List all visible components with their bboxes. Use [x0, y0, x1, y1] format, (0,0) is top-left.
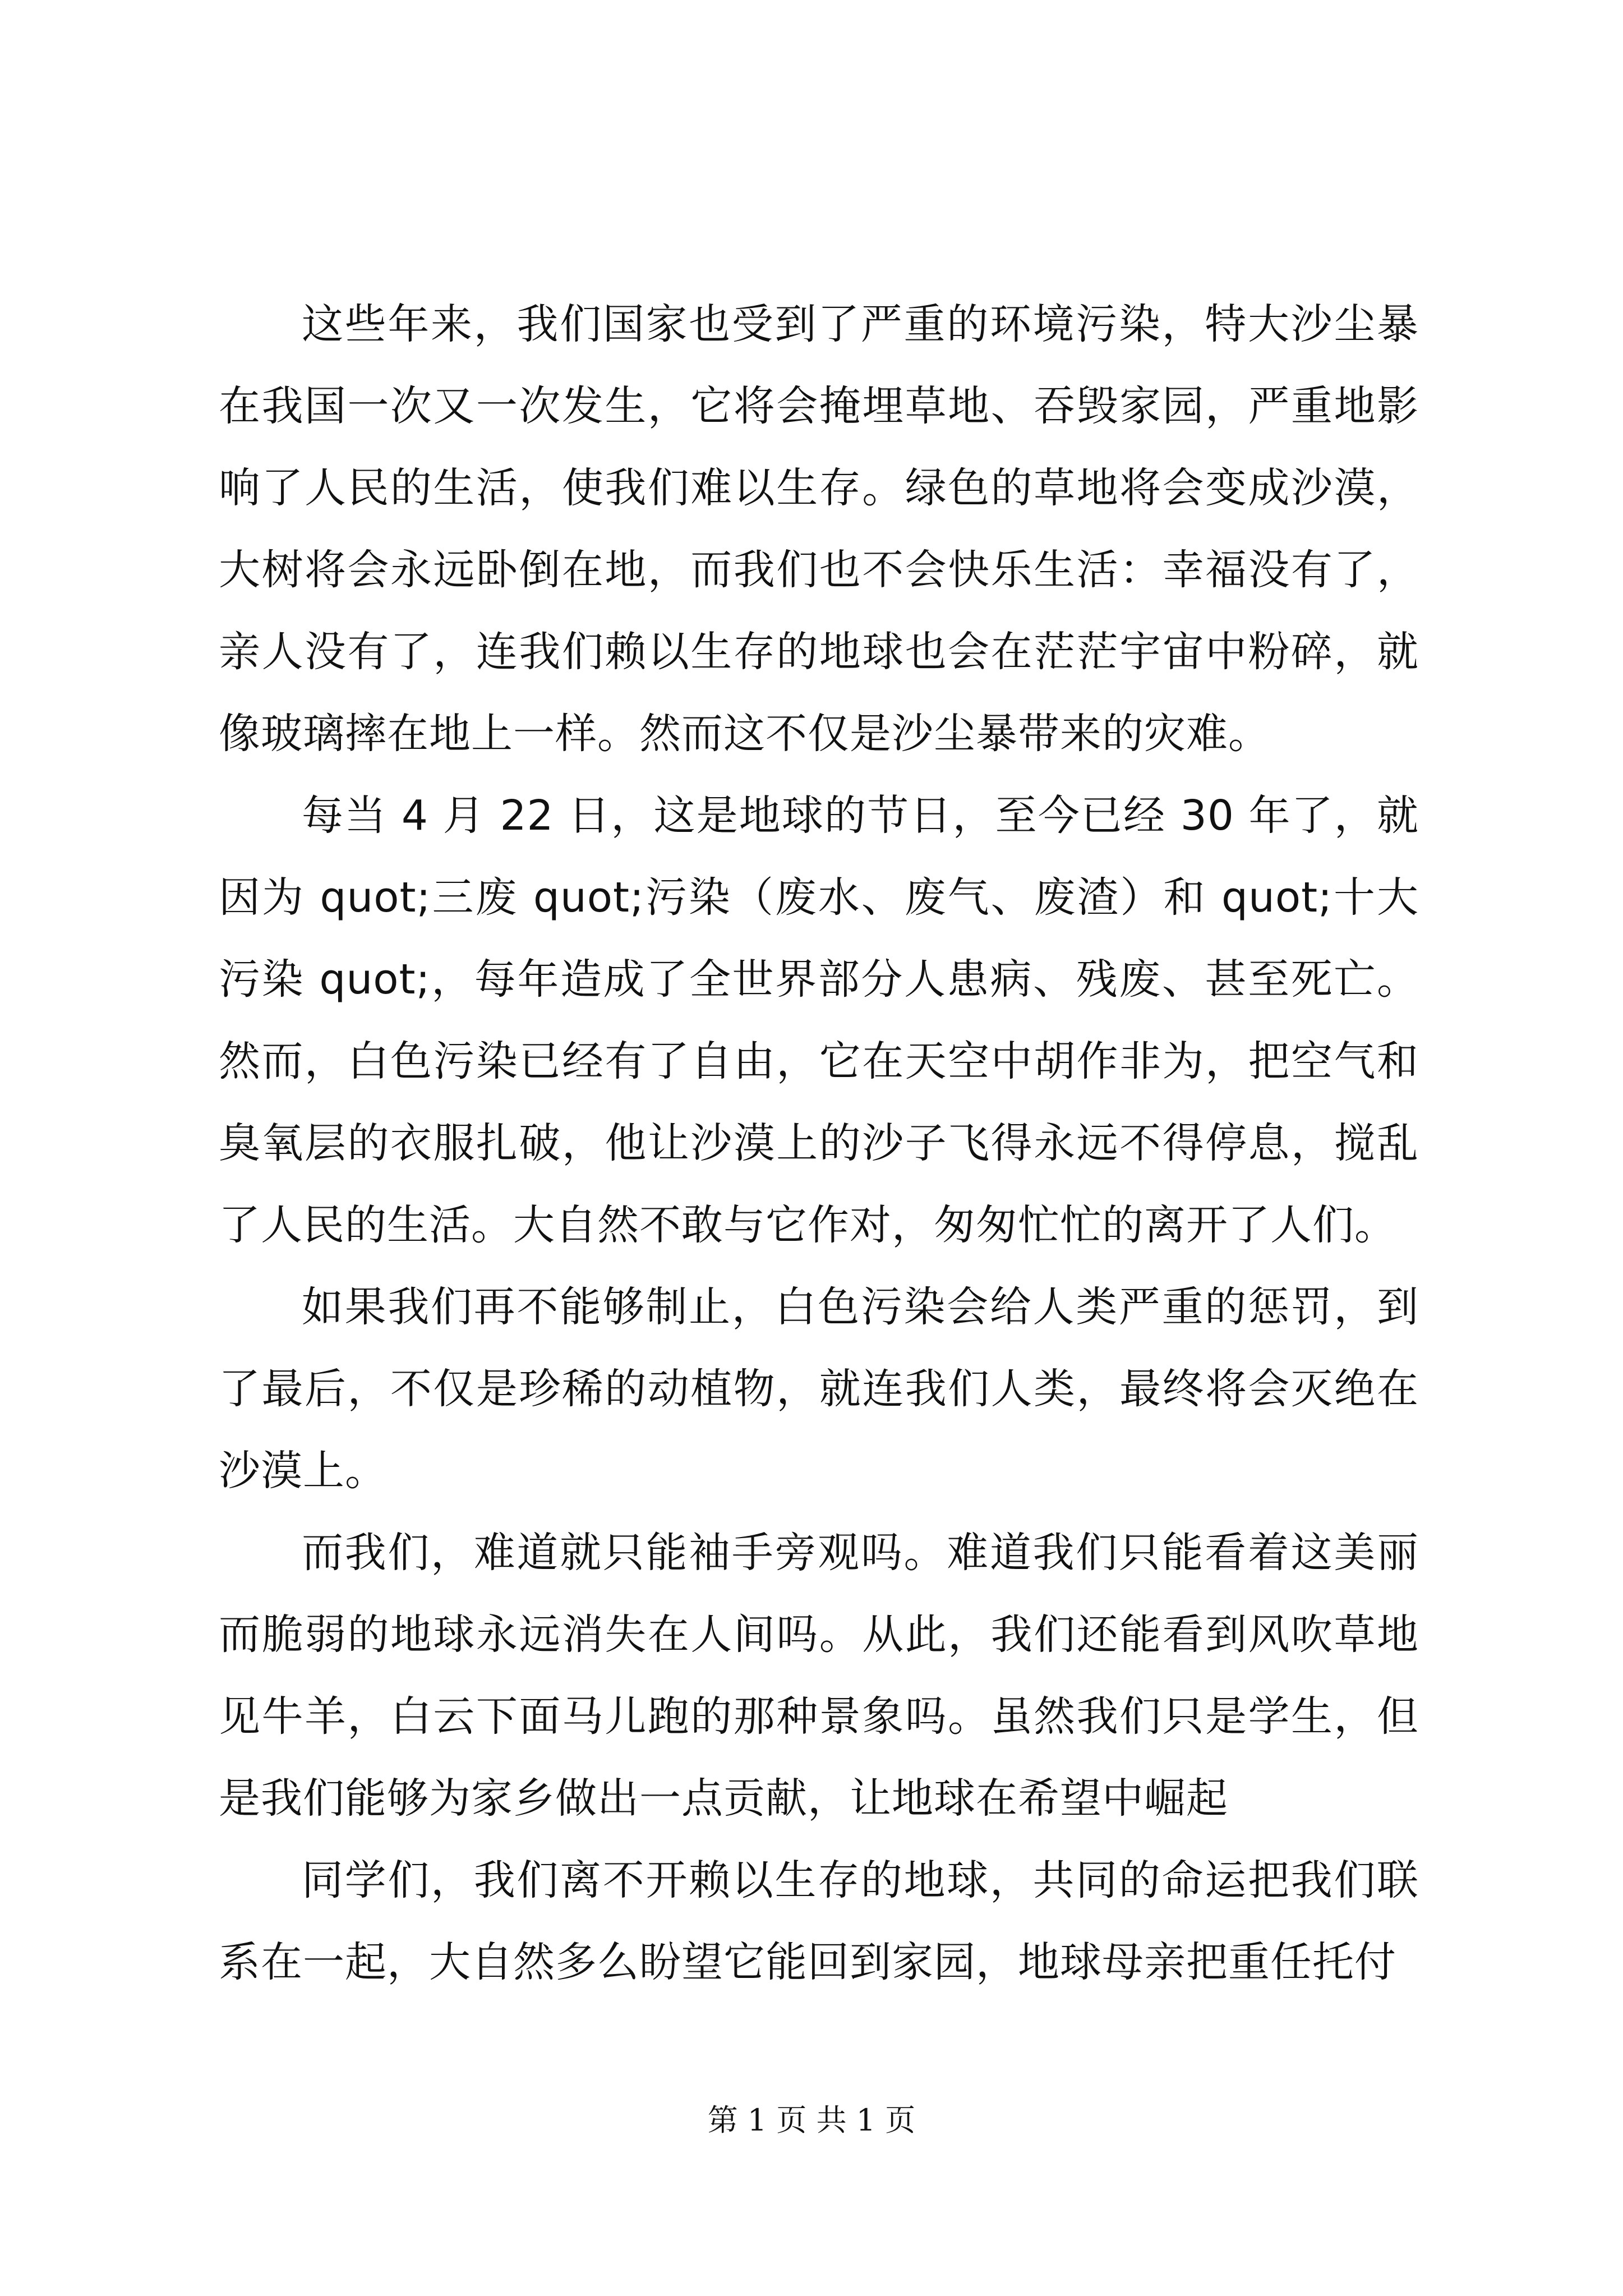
paragraph-3: 如果我们再不能够制止，白色污染会给人类严重的惩罚，到了最后，不仅是珍稀的动植物，就连我们人类，最终将会灭绝在沙漠上。	[219, 1283, 1419, 1495]
paragraph-4: 而我们，难道就只能袖手旁观吗。难道我们只能看着这美丽而脆弱的地球永远消失在人间吗。从此，我们还能看到风吹草地见牛羊，白云下面马儿跑的那种景象吗。虽然我们只是学生，但是我们能够为家乡做出一点贡献，让地球在希望中崛起	[219, 1529, 1419, 1823]
paragraph-2: 每当 4 月 22 日，这是地球的节日，至今已经 30 年了，就因为 quot;三废 quot;污染（废水、废气、废渣）和 quot;十大污染 quot;，每年造成了全世界部分人患病、残废、甚至死亡。然而，白色污染已经有了自由，它在天空中胡作非为，把空气和臭氧层的衣服扎破，他让沙漠上的沙子飞得永远不得停息，搅乱了人民的生活。大自然不敢与它作对，匆匆忙忙的离开了人们。	[219, 792, 1419, 1249]
document-body	[219, 283, 1419, 2003]
page-footer	[0, 2101, 1623, 2140]
paragraph-1: 这些年来，我们国家也受到了严重的环境污染，特大沙尘暴在我国一次又一次发生，它将会掩埋草地、吞毁家园，严重地影响了人民的生活，使我们难以生存。绿色的草地将会变成沙漠，大树将会永远卧倒在地，而我们也不会快乐生活：幸福没有了，亲人没有了，连我们赖以生存的地球也会在茫茫宇宙中粉碎，就像玻璃摔在地上一样。然而这不仅是沙尘暴带来的灾难。	[219, 300, 1419, 758]
paragraph-5: 同学们，我们离不开赖以生存的地球，共同的命运把我们联系在一起，大自然多么盼望它能回到家园，地球母亲把重任托付	[219, 1856, 1419, 1986]
page-number-label: 第 1 页 共 1 页	[707, 2102, 916, 2138]
